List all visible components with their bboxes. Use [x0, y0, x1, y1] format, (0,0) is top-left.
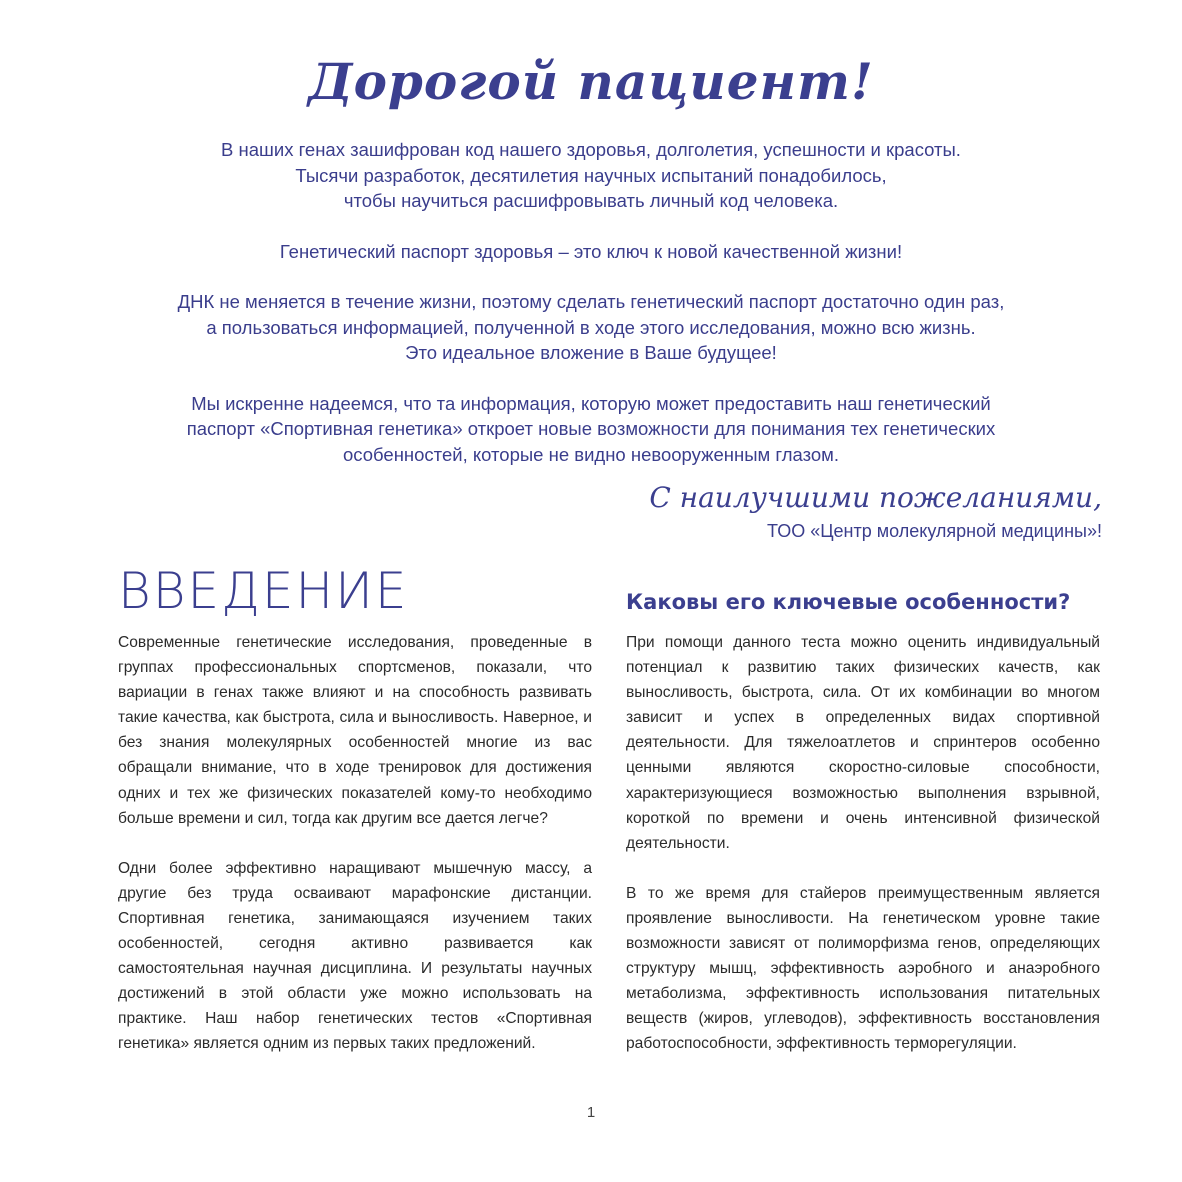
- text-line: особенностей, которые не видно невооруженным глазом.: [343, 443, 839, 465]
- greeting-paragraph: [60, 391, 1122, 468]
- features-heading: Каковы его ключевые особенности?: [626, 590, 1071, 614]
- greeting-paragraph: [60, 239, 1122, 265]
- page-number: 1: [586, 1104, 596, 1121]
- greeting-text: [60, 137, 1122, 492]
- sign-off-organization: ТОО «Центр молекулярной медицины»!: [767, 521, 1102, 541]
- text-line: чтобы научиться расшифровывать личный код человека.: [343, 190, 839, 211]
- text-line: ДНК не меняется в течение жизни, поэтому сделать генетический паспорт достаточно один раз,: [177, 291, 1005, 312]
- features-paragraph: В то же время для стайеров преимущественным является проявление выносливости. На генетическом уровне такие возможности зависят от полиморфизма генов, определяющих структуру мышц, эффективность аэробного и анаэробного метаболизма, эффективность использования питательных веществ (жиров, углеводов), эффективность восстановления работоспособности, эффективность терморегуляции.: [626, 884, 1100, 1053]
- sign-off: [649, 478, 1102, 544]
- introduction-column: [118, 630, 592, 1082]
- text-line: В наших генах зашифрован код нашего здоровья, долголетия, успешности и красоты.: [221, 139, 961, 160]
- introduction-paragraph: Одни более эффективно наращивают мышечную массу, а другие без труда осваивают марафонские дистанции. Спортивная генетика, занимающаяся изучением таких особенностей, сегодня активно развивается как самостоятельная научная дисциплина. И результаты научных достижений в этой области уже можно использовать на практике. Наш набор генетических тестов «Спортивная генетика» является одним из первых таких предложений.: [118, 859, 592, 1053]
- features-paragraph: При помощи данного теста можно оценить индивидуальный потенциал к развитию таких физических качеств, как выносливость, быстрота, сила. От их комбинации во многом зависит и успех в определенных видах спортивной деятельности. Для тяжелоатлетов и спринтеров особенно ценными являются скоростно-силовые способности, характеризующиеся возможностью выполнения взрывной, короткой по времени и очень интенсивной физической деятельности.: [626, 634, 1100, 852]
- introduction-heading: ВВЕДЕНИЕ: [118, 562, 409, 620]
- text-line: Генетический паспорт здоровья – это ключ к новой качественной жизни!: [279, 240, 903, 262]
- text-line: Мы искренне надеемся, что та информация, которую может предоставить наш генетический: [191, 392, 991, 414]
- text-line: Это идеальное вложение в Ваше будущее!: [405, 342, 777, 363]
- text-line: Тысячи разработок, десятилетия научных испытаний понадобилось,: [295, 164, 887, 186]
- features-column: [626, 630, 1100, 1082]
- sign-off-greeting: С наилучшими пожеланиями,: [649, 481, 1102, 514]
- text-line: а пользоваться информацией, полученной в ходе этого исследования, можно всю жизнь.: [206, 316, 976, 338]
- introduction-paragraph: Современные генетические исследования, проведенные в группах профессиональных спортсменов, показали, что вариации в генах также влияют и на способность развивать такие качества, как быстрота, сила и выносливость. Наверное, и без знания молекулярных особенностей многие из вас обращали внимание, что в ходе тренировок для достижения одних и тех же физических показателей кому-то необходимо больше времени и сил, тогда как другим все дается легче?: [118, 634, 592, 827]
- text-line: паспорт «Спортивная генетика» откроет новые возможности для понимания тех генетических: [186, 418, 996, 439]
- greeting-paragraph: [60, 289, 1122, 366]
- greeting-title: Дорогой пациент!: [308, 52, 874, 111]
- greeting-paragraph: [60, 137, 1122, 214]
